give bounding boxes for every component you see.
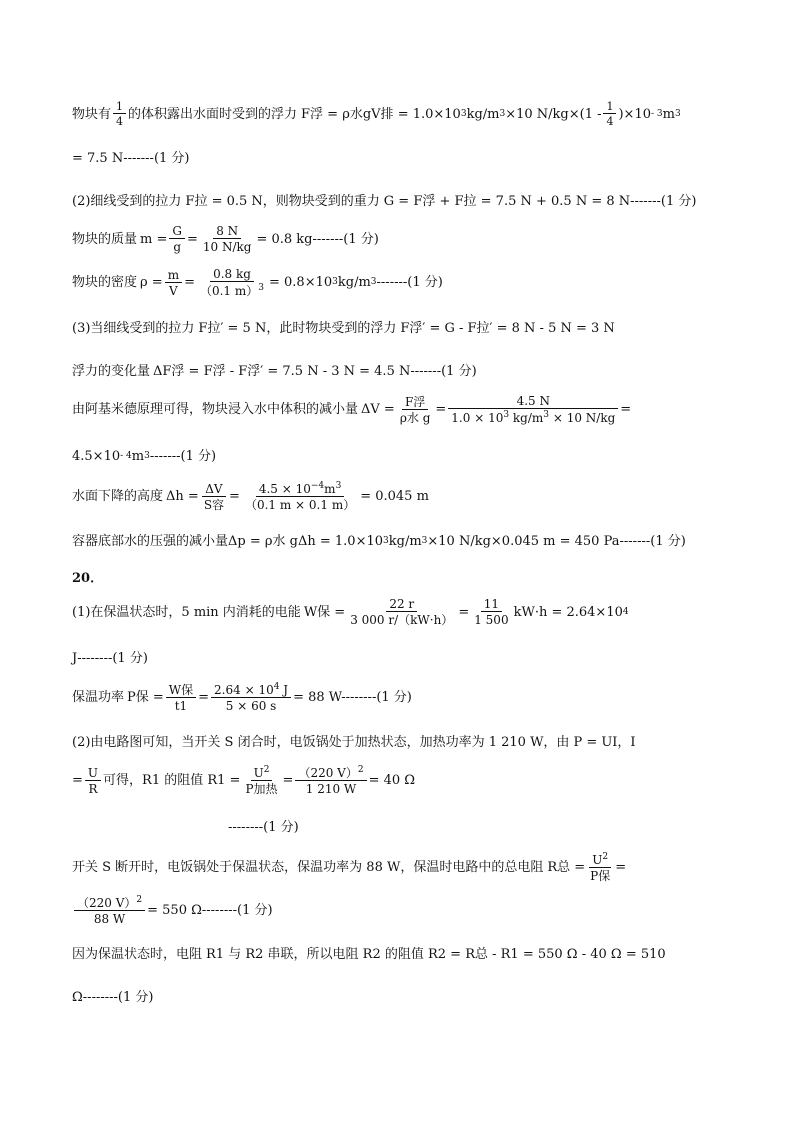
- denominator: g: [173, 240, 182, 254]
- formula: P保 =: [127, 690, 164, 705]
- fraction-one-quarter-2: [603, 101, 616, 127]
- text: 水面下降的高度: [72, 489, 164, 504]
- text: Ω--------(1 分): [72, 990, 154, 1005]
- exponent: 4: [273, 682, 280, 692]
- text: -------(1 分): [376, 275, 443, 290]
- numerator: [74, 896, 145, 911]
- fraction-f-over-rho-g: [397, 396, 434, 424]
- height-drop-line: [72, 482, 429, 511]
- text: 可得，: [103, 773, 143, 788]
- denominator: [197, 282, 267, 297]
- denominator: t1: [174, 698, 188, 713]
- numerator: W保: [166, 684, 196, 698]
- total-resistance-value-line: [72, 896, 273, 925]
- fraction-m-over-v: [165, 269, 182, 297]
- denominator: 4: [116, 115, 124, 128]
- text: = 40 Ω: [368, 773, 416, 788]
- text: 物块有: [72, 106, 112, 122]
- denominator: 1 500: [474, 613, 509, 627]
- text: 因为保温状态时，电阻: [72, 947, 203, 962]
- score-line: [228, 821, 299, 834]
- energy-unit-line: [72, 652, 148, 665]
- exponent: 3: [258, 283, 264, 293]
- text: =: [184, 275, 195, 290]
- exponent: 3: [335, 481, 342, 491]
- text: (1)在保温状态时，5 min 内消耗的电能: [72, 604, 301, 620]
- text: F拉 = 0.5 N，则物块受到的重力: [185, 194, 380, 209]
- fraction-4-5n-over-density: [448, 395, 618, 424]
- numerator: 1: [113, 101, 126, 114]
- fraction-11-over-1500: [471, 598, 511, 626]
- text: =: [72, 773, 83, 788]
- unit: m: [324, 482, 336, 496]
- mass-line: [72, 225, 379, 253]
- fraction-mass-over-volume: [197, 268, 267, 297]
- numerator: m: [165, 269, 182, 283]
- exponent: 3: [332, 277, 338, 287]
- numerator: 0.8 kg: [210, 268, 254, 282]
- text: = 0.045 m: [360, 489, 429, 504]
- text: =: [229, 489, 240, 504]
- text: =: [198, 690, 210, 705]
- text: --------(1 分): [228, 820, 299, 835]
- text: 4.5×10: [72, 449, 121, 464]
- numerator: ΔV: [202, 483, 225, 497]
- density-line: [72, 268, 443, 297]
- fraction-dv-over-s: [201, 483, 227, 511]
- denominator: ρ水 g: [399, 410, 431, 425]
- numerator: [589, 853, 611, 868]
- formula: ×10 N/kg×(1 -: [505, 106, 602, 122]
- text: 4.5 × 10: [258, 482, 311, 496]
- series-resistance-line: [72, 948, 666, 961]
- exponent: 4: [622, 606, 629, 617]
- exponent: 2: [263, 765, 270, 775]
- numerator: 1: [603, 101, 616, 114]
- formula: P = UI，I: [573, 735, 636, 750]
- energy-line: [72, 598, 629, 626]
- formula: Δp = ρ水 gΔh = 1.0×10: [228, 534, 384, 549]
- buoyancy-quarter-line: [72, 101, 681, 127]
- exponent: 3: [674, 108, 681, 119]
- text: =: [615, 860, 627, 875]
- exponent: 3: [503, 410, 510, 420]
- formula: G = F浮 + F拉 = 7.5 N + 0.5 N = 8 N-------(1 分): [383, 194, 697, 209]
- numerator: G: [169, 225, 185, 239]
- denominator: （0.1 m × 0.1 m）: [244, 498, 356, 512]
- fraction-volume-over-area: [242, 482, 358, 511]
- fraction-u2-over-p: [242, 766, 280, 795]
- formula: R总 =: [547, 860, 586, 875]
- fraction-u-over-r: [85, 767, 101, 795]
- volume-result-line: [72, 450, 216, 463]
- denominator: P保: [590, 869, 611, 883]
- formula: F浮 = ρ水gV排 = 1.0×10: [301, 106, 461, 122]
- text: 由阿基米德原理可得，物块浸入水中体积的减小量: [72, 402, 359, 417]
- question-20-heading: [72, 572, 103, 585]
- archimedes-line: [72, 395, 631, 424]
- text: 容器底部水的压强的减小量: [72, 534, 229, 549]
- text: U: [253, 766, 264, 780]
- tension-line: [72, 195, 696, 208]
- text: U: [592, 853, 603, 867]
- text: (2)细线受到的拉力: [72, 194, 182, 209]
- text: 2.64 × 10: [214, 683, 274, 697]
- text: =: [620, 402, 632, 417]
- formula: m =: [140, 231, 168, 247]
- text: kW·h = 2.64×10: [513, 604, 623, 620]
- text: =: [435, 402, 447, 417]
- heading-text: 20．: [72, 571, 104, 586]
- numerator: 4.5 N: [448, 395, 618, 409]
- text: 的体积露出水面时受到的浮力: [128, 106, 298, 122]
- denominator: R: [88, 781, 98, 796]
- tension-5n-line: [72, 322, 615, 335]
- denominator: 10 N/kg: [202, 240, 252, 254]
- numerator: 22 r: [386, 598, 417, 612]
- exponent: 2: [602, 852, 609, 862]
- numerator: [251, 766, 273, 781]
- formula: Δh =: [166, 489, 199, 504]
- text: -------(1 分): [149, 449, 217, 464]
- denominator: V: [169, 283, 178, 298]
- text: 1.0 × 10: [451, 411, 504, 425]
- text: =: [186, 231, 198, 247]
- numerator: 8 N: [213, 225, 241, 239]
- formula: R1 与 R2 串联，所以电阻 R2 的阻值 R2 = R总 - R1 = 550 Ω - 40 Ω = 510: [206, 947, 666, 962]
- formula: )×10: [618, 106, 651, 122]
- text: = 7.5 N-------(1 分): [72, 151, 190, 166]
- formula: R1 的阻值 R1 =: [142, 773, 241, 788]
- unit: m: [131, 449, 145, 464]
- exponent: - 3: [651, 108, 663, 119]
- fraction-8n-over-10nkg: [200, 225, 255, 253]
- exponent: - 4: [120, 451, 132, 461]
- unit: kg/m: [466, 106, 500, 122]
- denominator: 5 × 60 s: [225, 699, 277, 713]
- fraction-w-over-t: [166, 684, 196, 712]
- text: 物块的质量: [72, 231, 138, 247]
- denominator: 3 000 r/（kW·h）: [350, 613, 454, 627]
- total-resistance-line: [72, 853, 626, 882]
- numerator: [211, 683, 291, 698]
- resistance-r1-line: [72, 766, 415, 795]
- text: （220 V）: [77, 896, 137, 910]
- exponent: 3: [499, 108, 506, 119]
- text: 开关 S 断开时，电饭锅处于保温状态，保温功率为 88 W，保温时电路中的总电阻: [72, 860, 544, 875]
- exponent: 3: [370, 277, 377, 287]
- unit: J: [279, 683, 289, 697]
- exponent: 3: [144, 451, 150, 461]
- fraction-u2-over-p-keep: [587, 853, 613, 882]
- denominator: [448, 409, 618, 424]
- exponent: 2: [357, 765, 364, 775]
- fraction-energy-over-time: [211, 683, 291, 712]
- text: （220 V）: [298, 766, 358, 780]
- numerator: U: [85, 767, 101, 781]
- formula: F浮′ = G - F拉′ = 8 N - 5 N = 3 N: [400, 321, 615, 336]
- denominator: 88 W: [93, 912, 126, 926]
- text: 保温功率: [72, 690, 125, 705]
- fraction-one-quarter: [113, 101, 126, 127]
- heating-state-line: [72, 736, 636, 749]
- denominator: S容: [203, 497, 225, 512]
- text: = 88 W--------(1 分): [293, 690, 412, 705]
- numerator: [256, 482, 344, 497]
- exponent: 3: [421, 536, 428, 546]
- text: =: [282, 773, 294, 788]
- text: F拉′ = 5 N，此时物块受到的浮力: [198, 321, 397, 336]
- unit: kg/m: [337, 275, 371, 290]
- denominator: 1 210 W: [305, 782, 357, 796]
- formula: ρ =: [140, 275, 163, 290]
- formula: ΔV =: [361, 402, 395, 417]
- fraction-220v-squared-over-88w: [74, 896, 145, 925]
- buoyancy-result-line: [72, 152, 190, 165]
- fraction-220v-squared-over-1210w: [295, 766, 366, 795]
- buoyancy-change-line: [72, 365, 477, 378]
- unit: × 10 N/kg: [549, 411, 616, 425]
- exponent: 3: [383, 536, 389, 546]
- denominator-text: （0.1 m）: [199, 284, 259, 298]
- exponent: −4: [310, 481, 325, 491]
- text: =: [458, 604, 470, 620]
- text: = 0.8×10: [269, 275, 333, 290]
- formula: W保 =: [303, 604, 346, 620]
- unit: kg/m: [388, 534, 422, 549]
- text: = 0.8 kg-------(1 分): [256, 231, 379, 247]
- final-score-line: [72, 991, 153, 1004]
- fraction-22r-over-3000: [347, 598, 456, 626]
- numerator: 11: [481, 598, 502, 612]
- text: 物块的密度: [72, 275, 138, 290]
- unit: m: [662, 106, 675, 122]
- text: (3)当细线受到的拉力: [72, 321, 195, 336]
- numerator: F浮: [402, 396, 428, 410]
- exponent: 3: [543, 410, 550, 420]
- formula: ΔF浮 = F浮 - F浮′ = 7.5 N - 3 N = 4.5 N-------(1 分): [153, 364, 477, 379]
- text: = 550 Ω--------(1 分): [147, 903, 273, 918]
- text: 浮力的变化量: [72, 364, 151, 379]
- fraction-g-over-g: [169, 225, 185, 253]
- pressure-drop-line: [72, 535, 686, 548]
- exponent: 3: [460, 108, 467, 119]
- unit: kg/m: [509, 411, 544, 425]
- formula: ×10 N/kg×0.045 m = 450 Pa-------(1 分): [427, 534, 686, 549]
- numerator: [295, 766, 366, 781]
- text: (2)由电路图可知，当开关 S 闭合时，电饭锅处于加热状态，加热功率为 1 210 W，由: [72, 735, 570, 750]
- denominator: P加热: [245, 782, 278, 796]
- text: J--------(1 分): [72, 651, 148, 666]
- denominator: 4: [606, 115, 614, 128]
- exponent: 2: [136, 895, 143, 905]
- power-line: [72, 683, 412, 712]
